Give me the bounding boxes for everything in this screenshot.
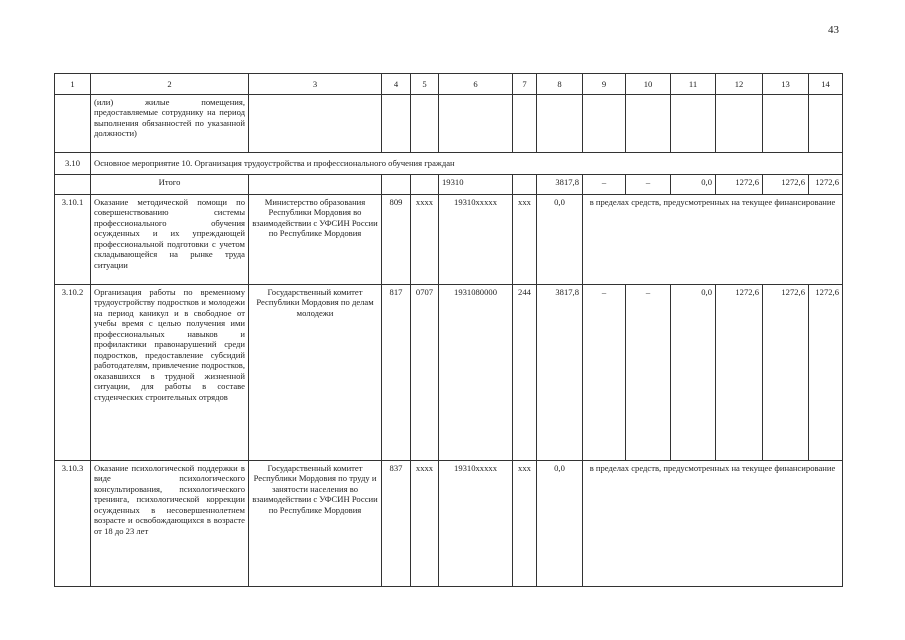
header-cell: 5 — [411, 74, 439, 95]
vr-cell: ххх — [513, 461, 537, 587]
header-cell: 11 — [671, 74, 716, 95]
csr-cell: 19310ххххх — [439, 195, 513, 285]
financing-note: в пределах средств, предусмотренных на текущее финансирование — [583, 461, 843, 587]
header-cell: 14 — [809, 74, 843, 95]
name-cell: Оказание психологической поддержки в виде психологического консультирования, психологического тренинга, психологической коррекции осужденных в несовершеннолетнем возрасте и освобождающихся в возрасте от 18 до 23 лет — [91, 461, 249, 587]
table-row — [55, 195, 843, 285]
header-cell: 12 — [716, 74, 763, 95]
code-cell: 3.10 — [55, 153, 91, 175]
vr-cell: ххх — [513, 195, 537, 285]
header-cell: 3 — [249, 74, 382, 95]
year-cell: 1272,6 — [716, 285, 763, 461]
year-cell: 0,0 — [671, 285, 716, 461]
name-cell: Оказание методической помощи по совершенствованию системы профессионального обучения осужденных и их упреждающей профессиональной подготовки с учетом складывающейся на рынке труда ситуации — [91, 195, 249, 285]
executor-cell: Министерство образования Республики Мордовия во взаимодействии с УФСИН России по Республике Мордовия — [249, 195, 382, 285]
section-row — [55, 153, 843, 175]
year-cell: 1272,6 — [763, 285, 809, 461]
header-cell: 4 — [382, 74, 411, 95]
total-sum: 3817,8 — [537, 175, 583, 195]
total-year-3: 0,0 — [671, 175, 716, 195]
sum-cell: 0,0 — [537, 195, 583, 285]
sum-cell: 0,0 — [537, 461, 583, 587]
grbs-cell: 817 — [382, 285, 411, 461]
header-cell: 7 — [513, 74, 537, 95]
total-row — [55, 175, 843, 195]
total-year-5: 1272,6 — [763, 175, 809, 195]
executor-cell: Государственный комитет Республики Мордовия по делам молодежи — [249, 285, 382, 461]
csr-cell: 19310ххххх — [439, 461, 513, 587]
year-cell: – — [626, 285, 671, 461]
table-row — [55, 461, 843, 587]
sum-cell: 3817,8 — [537, 285, 583, 461]
executor-cell: Государственный комитет Республики Мордовия по труду и занятости населения во взаимодействии с УФСИН России по Республике Мордовия — [249, 461, 382, 587]
csr-cell: 1931080000 — [439, 285, 513, 461]
total-year-1: – — [583, 175, 626, 195]
grbs-cell: 837 — [382, 461, 411, 587]
header-cell: 2 — [91, 74, 249, 95]
header-cell: 9 — [583, 74, 626, 95]
total-year-4: 1272,6 — [716, 175, 763, 195]
rzpr-cell: 0707 — [411, 285, 439, 461]
rzpr-cell: хххх — [411, 461, 439, 587]
total-year-6: 1272,6 — [809, 175, 843, 195]
code-cell: 3.10.3 — [55, 461, 91, 587]
program-table — [54, 73, 843, 587]
table-row — [55, 285, 843, 461]
header-cell: 1 — [55, 74, 91, 95]
total-year-2: – — [626, 175, 671, 195]
header-cell: 13 — [763, 74, 809, 95]
year-cell: – — [583, 285, 626, 461]
header-cell: 6 — [439, 74, 513, 95]
code-cell: 3.10.1 — [55, 195, 91, 285]
table-row — [55, 95, 843, 153]
header-cell: 8 — [537, 74, 583, 95]
section-title: Основное мероприятие 10. Организация трудоустройства и профессионального обучения граждан — [91, 153, 843, 175]
name-cell: (или) жилые помещения, предоставляемые сотруднику на период выполнения обязанностей по указанной должности) — [91, 95, 249, 153]
header-row — [55, 74, 843, 95]
total-label: Итого — [91, 175, 249, 195]
year-cell: 1272,6 — [809, 285, 843, 461]
total-code: 19310 — [439, 175, 513, 195]
header-cell: 10 — [626, 74, 671, 95]
name-cell: Организация работы по временному трудоустройству подростков и молодежи на период каникул и в свободное от учебы время с целью получения ими профессиональных навыков и профилактики правонарушений среди подростков, предоставление субсидий работодателям, привлечение подростков, оказавшихся в трудной жизненной ситуации, для работы в составе студенческих строительных отрядов — [91, 285, 249, 461]
code-cell: 3.10.2 — [55, 285, 91, 461]
rzpr-cell: хххх — [411, 195, 439, 285]
grbs-cell: 809 — [382, 195, 411, 285]
financing-note: в пределах средств, предусмотренных на текущее финансирование — [583, 195, 843, 285]
vr-cell: 244 — [513, 285, 537, 461]
code-cell — [55, 95, 91, 153]
page-number: 43 — [828, 24, 839, 36]
